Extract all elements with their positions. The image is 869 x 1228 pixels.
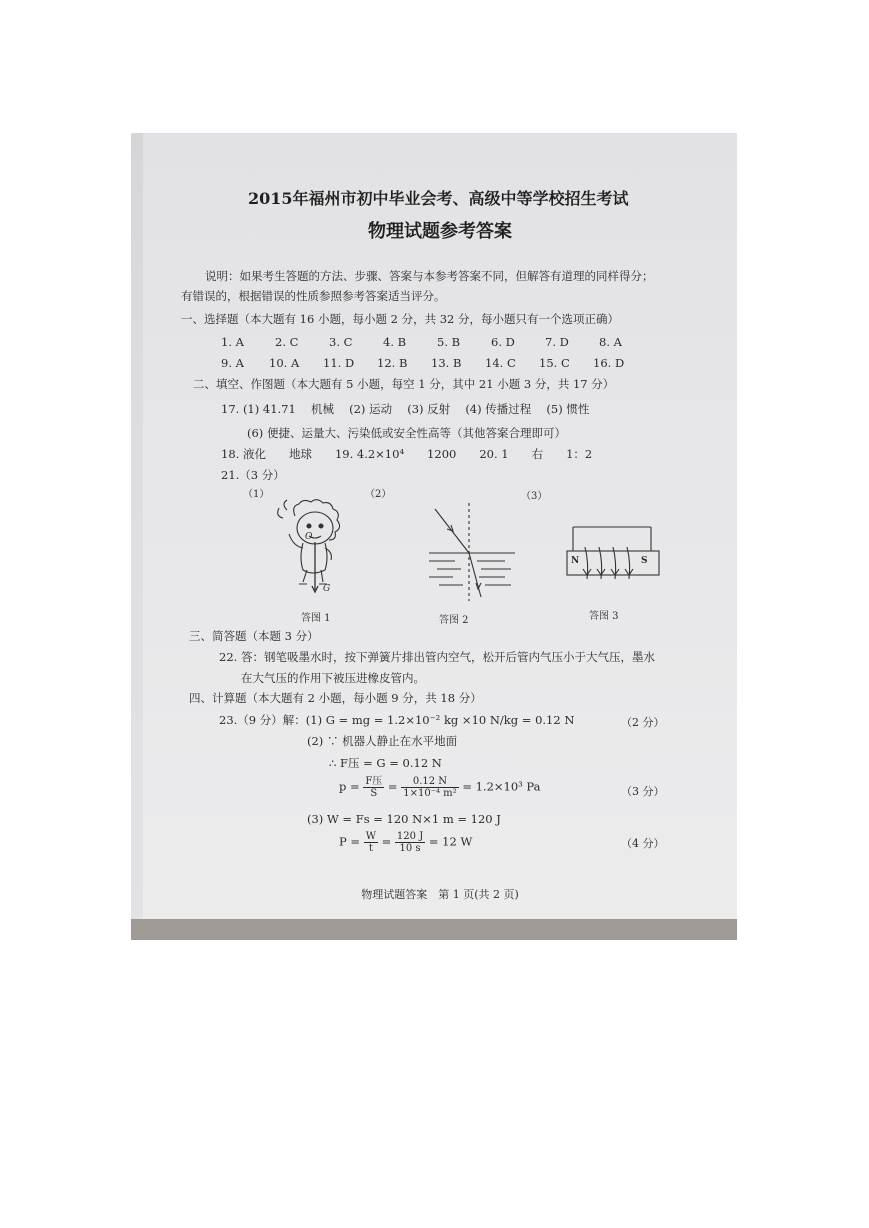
figure-2-caption: 答图 2 [439, 615, 469, 626]
answer-cell: 15. C [539, 356, 570, 370]
fraction-numerator: 0.12 N [401, 776, 458, 788]
q23-part-3: (3) W = Fs = 120 N×1 m = 120 J [307, 812, 501, 826]
q22-line-1: 22. 答：钢笔吸墨水时，按下弹簧片排出管内空气，松开后管内气压小于大气压，墨水 [219, 650, 655, 664]
answer-cell: 11. D [323, 356, 355, 370]
q17-line-2: (6) 便捷、运量大、污染低或安全性高等（其他答案合理即可） [247, 426, 566, 440]
page-footer: 物理试题答案 第 1 页(共 2 页) [361, 888, 519, 901]
figure-1-caption: 答图 1 [301, 613, 331, 624]
power-result: = 12 W [428, 834, 473, 849]
figure-1-force-label: G [323, 584, 331, 594]
fraction-denominator: S [370, 788, 378, 799]
table-surface [131, 919, 737, 940]
solenoid-n-pole: N [571, 556, 580, 566]
q23-pressure-formula: p = $\frac{\text{F压}}{S}$ = $\frac{0.12 N}{\text{1×10⁻⁴ m²}}$ = 1.2×10³ Pa [339, 776, 541, 799]
q23-score-1: （2 分） [621, 716, 665, 729]
answer-cell: 1. A [221, 335, 244, 349]
document-photo [131, 133, 737, 940]
figure-1-center-label: O [305, 532, 313, 542]
answer-cell: 6. D [491, 335, 515, 349]
answer-sheet [143, 133, 737, 919]
answer-cell: 3. C [329, 335, 353, 349]
q21-label: 21.（3 分） [221, 468, 285, 482]
answer-cell: 7. D [545, 335, 569, 349]
q23-part-2: (2) ∵ 机器人静止在水平地面 [307, 734, 458, 748]
section-1-heading: 一、选择题（本大题有 16 小题，每小题 2 分，共 32 分，每小题只有一个选项正确） [181, 312, 620, 326]
pressure-lhs: p = [339, 779, 360, 794]
answer-cell: 5. B [437, 335, 461, 349]
fraction-denominator: 10 s [399, 843, 421, 854]
figure-3-number: （3） [521, 491, 548, 502]
answer-cell: 13. B [431, 356, 462, 370]
note-line-2: 有错误的，根据错误的性质参照参考答案适当评分。 [181, 289, 446, 303]
q17-line-1: 17. (1) 41.71 机械 (2) 运动 (3) 反射 (4) 传播过程 (5) 惯性 [221, 402, 590, 416]
figure-1-character-drawing [273, 498, 363, 598]
pressure-result: = 1.2×10³ Pa [462, 779, 541, 794]
power-fraction-numeric [395, 831, 425, 854]
q23-force: ∴ F压 = G = 0.12 N [329, 756, 442, 770]
figure-3-caption: 答图 3 [589, 611, 619, 622]
note-line-1: 说明：如果考生答题的方法、步骤、答案与本参考答案不同，但解答有道理的同样得分； [205, 269, 654, 283]
q18-20-answers: 18. 液化 地球 19. 4.2×10⁴ 1200 20. 1 右 1：2 [221, 447, 593, 461]
fraction-denominator: 1×10⁻⁴ m² [403, 788, 457, 799]
power-fraction-symbolic [364, 831, 378, 854]
q22-line-2: 在大气压的作用下被压进橡皮管内。 [241, 671, 425, 685]
answer-cell: 10. A [269, 356, 300, 370]
answer-cell: 2. C [275, 335, 299, 349]
solenoid-s-pole: S [641, 556, 648, 566]
answer-cell: 9. A [221, 356, 244, 370]
figure-1-number: （1） [243, 489, 270, 500]
exam-title: 2015年福州市初中毕业会考、高级中等学校招生考试 [248, 189, 629, 208]
fraction-numerator: F压 [365, 776, 383, 787]
section-3-heading: 三、简答题（本题 3 分） [189, 629, 319, 643]
fraction-denominator: t [368, 843, 373, 854]
answer-cell: 8. A [599, 335, 622, 349]
power-lhs: P = [339, 834, 361, 849]
figure-3-solenoid-drawing [563, 523, 673, 593]
section-2-heading: 二、填空、作图题（本大题有 5 小题，每空 1 分，其中 21 小题 3 分，共 17 分） [193, 377, 615, 391]
pressure-fraction-numeric [401, 776, 458, 799]
q23-part-1: 23.（9 分）解：(1) G = mg = 1.2×10⁻² kg ×10 N/kg = 0.12 N [219, 713, 575, 727]
section-4-heading: 四、计算题（本大题有 2 小题，每小题 9 分，共 18 分） [189, 691, 482, 705]
answer-cell: 16. D [593, 356, 625, 370]
q23-score-2: （3 分） [621, 785, 665, 798]
answer-key-title: 物理试题参考答案 [368, 221, 512, 242]
q23-score-3: （4 分） [621, 837, 665, 850]
figure-2-number: （2） [365, 489, 392, 500]
fraction-numerator: 120 J [396, 831, 424, 842]
pressure-fraction-symbolic [363, 776, 384, 799]
q23-power-formula: P = $\frac{W}{t}$ = $\frac{120 J}{10 s}$ = 12 W [339, 831, 473, 854]
answer-cell: 12. B [377, 356, 408, 370]
answer-cell: 4. B [383, 335, 407, 349]
figure-2-refraction-drawing [425, 501, 525, 601]
answer-cell: 14. C [485, 356, 516, 370]
fraction-numerator: W [365, 831, 376, 842]
